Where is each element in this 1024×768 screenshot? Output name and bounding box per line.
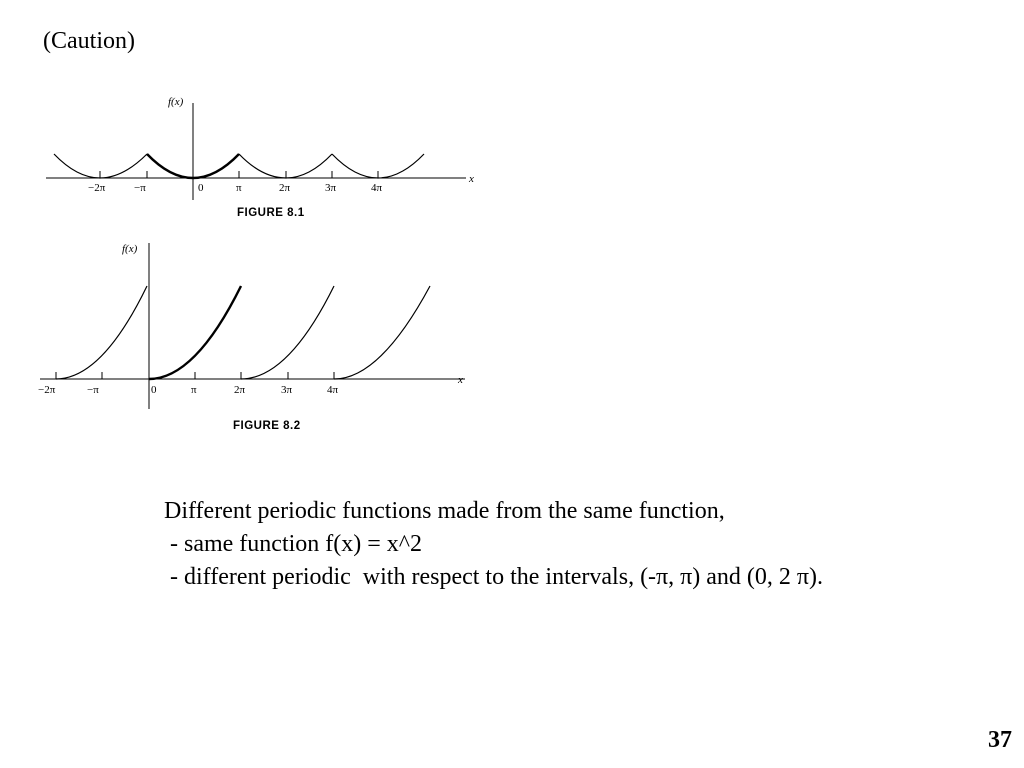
tick-labels (88, 182, 383, 194)
figure-8-1 (0, 90, 500, 230)
tick-label: 4π (371, 182, 383, 194)
tick-labels (38, 384, 339, 396)
tick-label: 2π (279, 182, 291, 194)
explanation-line-3: - different periodic with respect to the intervals, (-π, π) and (0, 2 π). (164, 564, 824, 590)
figure-caption: FIGURE 8.2 (233, 420, 301, 432)
tick-label: 3π (281, 384, 293, 396)
tick-label: 0 (151, 384, 157, 396)
slide-heading: (Caution) (43, 28, 135, 54)
tick-label: −π (134, 182, 146, 194)
tick-label: π (236, 182, 242, 194)
explanation-line-2: - same function f(x) = x^2 (164, 531, 423, 557)
tick-label: −2π (38, 384, 56, 396)
tick-label: 2π (234, 384, 246, 396)
tick-label: π (191, 384, 197, 396)
figure-caption: FIGURE 8.1 (237, 207, 305, 219)
x-ticks (100, 171, 378, 178)
explanation-line-1: Different periodic functions made from the same function, (164, 498, 725, 524)
y-axis-label: f(x) (122, 243, 138, 255)
tick-label: 3π (325, 182, 337, 194)
tick-label: −2π (88, 182, 106, 194)
page-number: 37 (988, 727, 1012, 753)
tick-label: 4π (327, 384, 339, 396)
x-ticks (56, 372, 334, 379)
explanation-text (164, 495, 823, 594)
tick-label: −π (87, 384, 99, 396)
y-axis-label: f(x) (168, 96, 184, 108)
x-axis-label: x (458, 374, 463, 386)
figure-8-2 (0, 236, 500, 436)
x-axis-label: x (469, 173, 474, 185)
periodic-curve (56, 286, 430, 379)
tick-label: 0 (198, 182, 204, 194)
